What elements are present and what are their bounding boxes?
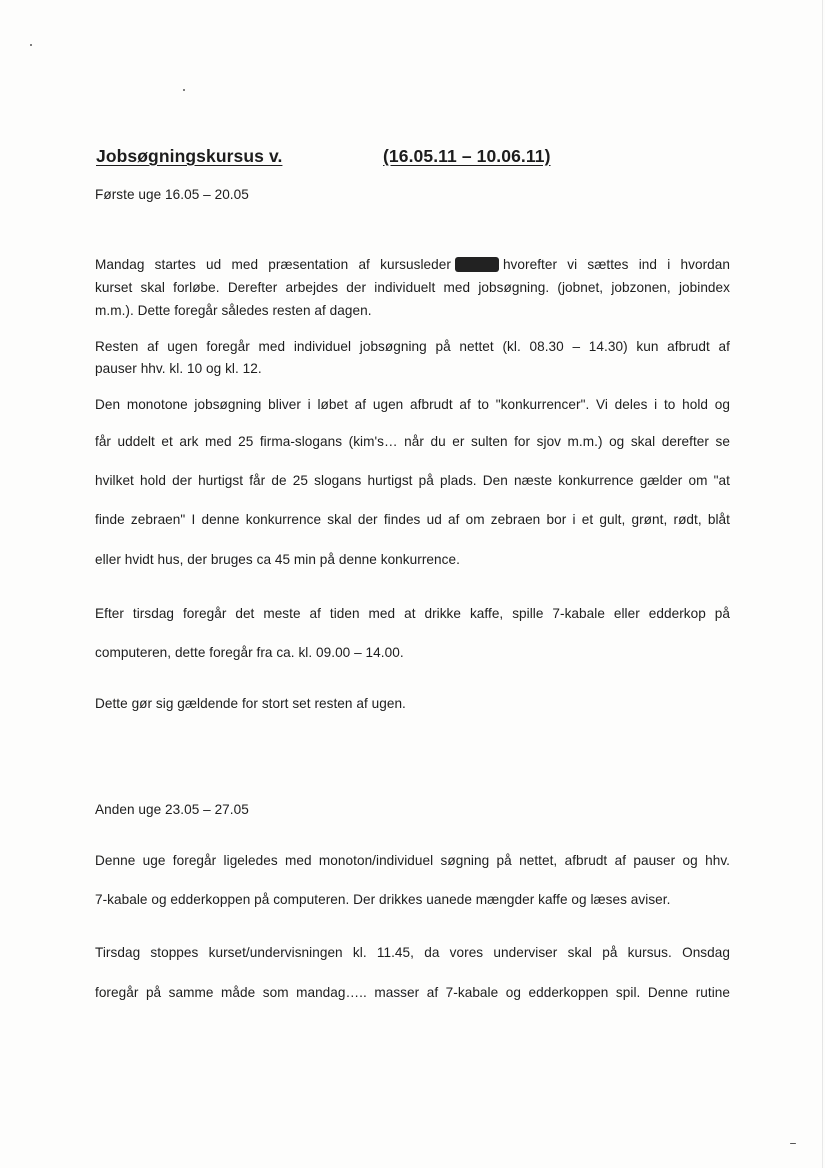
paragraph-line: kurset skal forløbe. Derefter arbejdes der individuelt med jobsøgning. (jobnet, jobzonen, jobindex <box>95 280 730 295</box>
paragraph-line: finde zebraen" I denne konkurrence skal der findes ud af om zebraen bor i et gult, grønt, rødt, blåt <box>95 512 730 527</box>
scan-edge <box>822 0 823 1168</box>
paragraph-line: m.m.). Dette foregår således resten af dagen. <box>95 303 372 318</box>
scan-speck <box>183 89 185 91</box>
paragraph-line: Dette gør sig gældende for stort set resten af ugen. <box>95 696 406 711</box>
paragraph-line: pauser hhv. kl. 10 og kl. 12. <box>95 361 262 376</box>
paragraph-line: Den monotone jobsøgning bliver i løbet af ugen afbrudt af to "konkurrencer". Vi deles i to hold og <box>95 397 730 412</box>
document-title: Jobsøgningskursus v. <box>96 146 283 166</box>
paragraph-line: Denne uge foregår ligeledes med monoton/individuel søgning på nettet, afbrudt af pauser og hhv. <box>95 853 730 868</box>
scan-speck <box>30 44 32 46</box>
paragraph-line: 7-kabale og edderkoppen på computeren. Der drikkes uanede mængder kaffe og læses aviser. <box>95 892 671 907</box>
paragraph-line: eller hvidt hus, der bruges ca 45 min på denne konkurrence. <box>95 552 460 567</box>
scan-speck <box>790 1143 796 1144</box>
week1-heading: Første uge 16.05 – 20.05 <box>95 187 249 202</box>
paragraph-line: Tirsdag stoppes kurset/undervisningen kl. 11.45, da vores underviser skal på kursus. Onsdag <box>95 945 730 960</box>
redaction-mark <box>455 257 499 272</box>
paragraph-line <box>95 257 730 272</box>
line-text: hvorefter vi sættes ind i hvordan <box>502 257 731 272</box>
week2-heading: Anden uge 23.05 – 27.05 <box>95 802 249 817</box>
document-date-range: (16.05.11 – 10.06.11) <box>383 146 551 166</box>
paragraph-line: Resten af ugen foregår med individuel jobsøgning på nettet (kl. 08.30 – 14.30) kun afbrudt af <box>95 339 730 354</box>
line-text: Mandag startes ud med præsentation af kursusleder <box>95 257 451 272</box>
paragraph-line: får uddelt et ark med 25 firma-slogans (kim's… når du er sulten for sjov m.m.) og skal derefter se <box>95 434 730 449</box>
paragraph-line: Efter tirsdag foregår det meste af tiden med at drikke kaffe, spille 7-kabale eller edderkop på <box>95 606 730 621</box>
paragraph-line: hvilket hold der hurtigst får de 25 slogans hurtigst på plads. Den næste konkurrence gælder om "at <box>95 473 730 488</box>
paragraph-line: foregår på samme måde som mandag….. masser af 7-kabale og edderkoppen spil. Denne rutine <box>95 985 730 1000</box>
paragraph-line: computeren, dette foregår fra ca. kl. 09.00 – 14.00. <box>95 645 404 660</box>
